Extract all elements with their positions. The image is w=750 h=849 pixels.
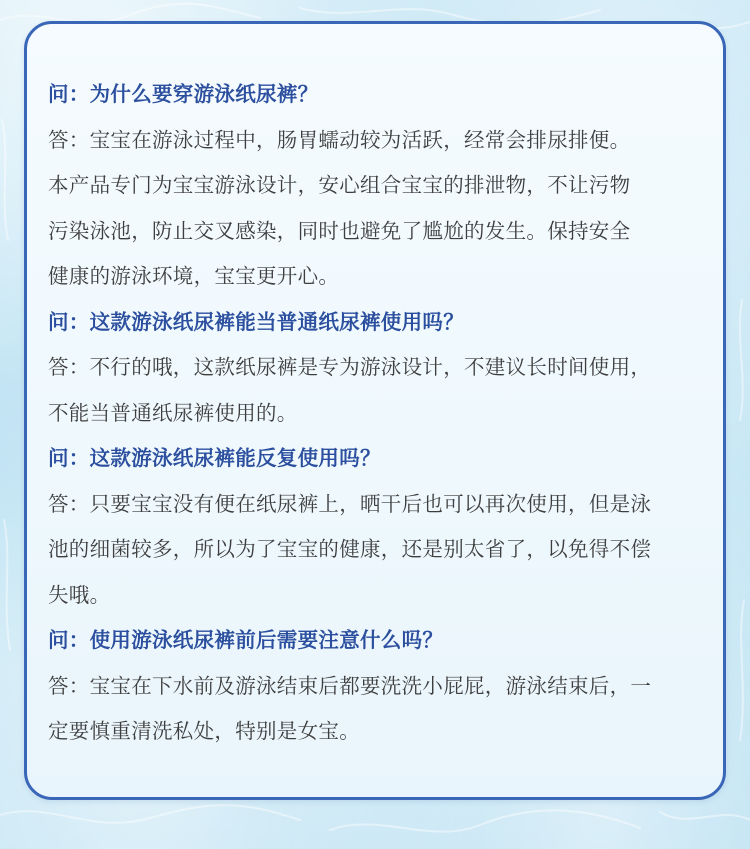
faq-question-2: 问：这款游泳纸尿裤能当普通纸尿裤使用吗？ <box>48 309 464 334</box>
faq-answer-4-line-2: 定要慎重清洗私处，特别是女宝。 <box>48 719 360 743</box>
faq-answer-3-line-1: 答：只要宝宝没有便在纸尿裤上，晒干后也可以再次使用，但是泳 <box>48 491 652 516</box>
faq-answer-2-line-1: 答：不行的哦，这款纸尿裤是专为游泳设计，不建议长时间使用， <box>48 355 652 379</box>
faq-answer-2-line-2: 不能当普通纸尿裤使用的。 <box>48 400 298 425</box>
faq-question-4: 问：使用游泳纸尿裤前后需要注意什么吗？ <box>48 628 444 652</box>
faq-answer-1-line-2: 本产品专门为宝宝游泳设计，安心组合宝宝的排泄物，不让污物 <box>48 173 631 197</box>
faq-question-1: 问：为什么要穿游泳纸尿裤？ <box>48 82 319 106</box>
faq-answer-1-line-3: 污染泳池，防止交叉感染，同时也避免了尴尬的发生。保持安全 <box>48 218 631 243</box>
faq-answer-4-line-1: 答：宝宝在下水前及游泳结束后都要洗洗小屁屁，游泳结束后，一 <box>48 673 652 698</box>
faq-answer-3-line-3: 失哦。 <box>48 582 111 607</box>
faq-answer-1-line-1: 答：宝宝在游泳过程中，肠胃蠕动较为活跃，经常会排尿排便。 <box>48 127 631 152</box>
faq-list <box>48 72 710 755</box>
faq-answer-3-line-2: 池的细菌较多，所以为了宝宝的健康，还是别太省了，以免得不偿 <box>48 537 652 561</box>
faq-question-3: 问：这款游泳纸尿裤能反复使用吗？ <box>48 446 381 470</box>
faq-answer-1-line-4: 健康的游泳环境，宝宝更开心。 <box>48 264 340 288</box>
